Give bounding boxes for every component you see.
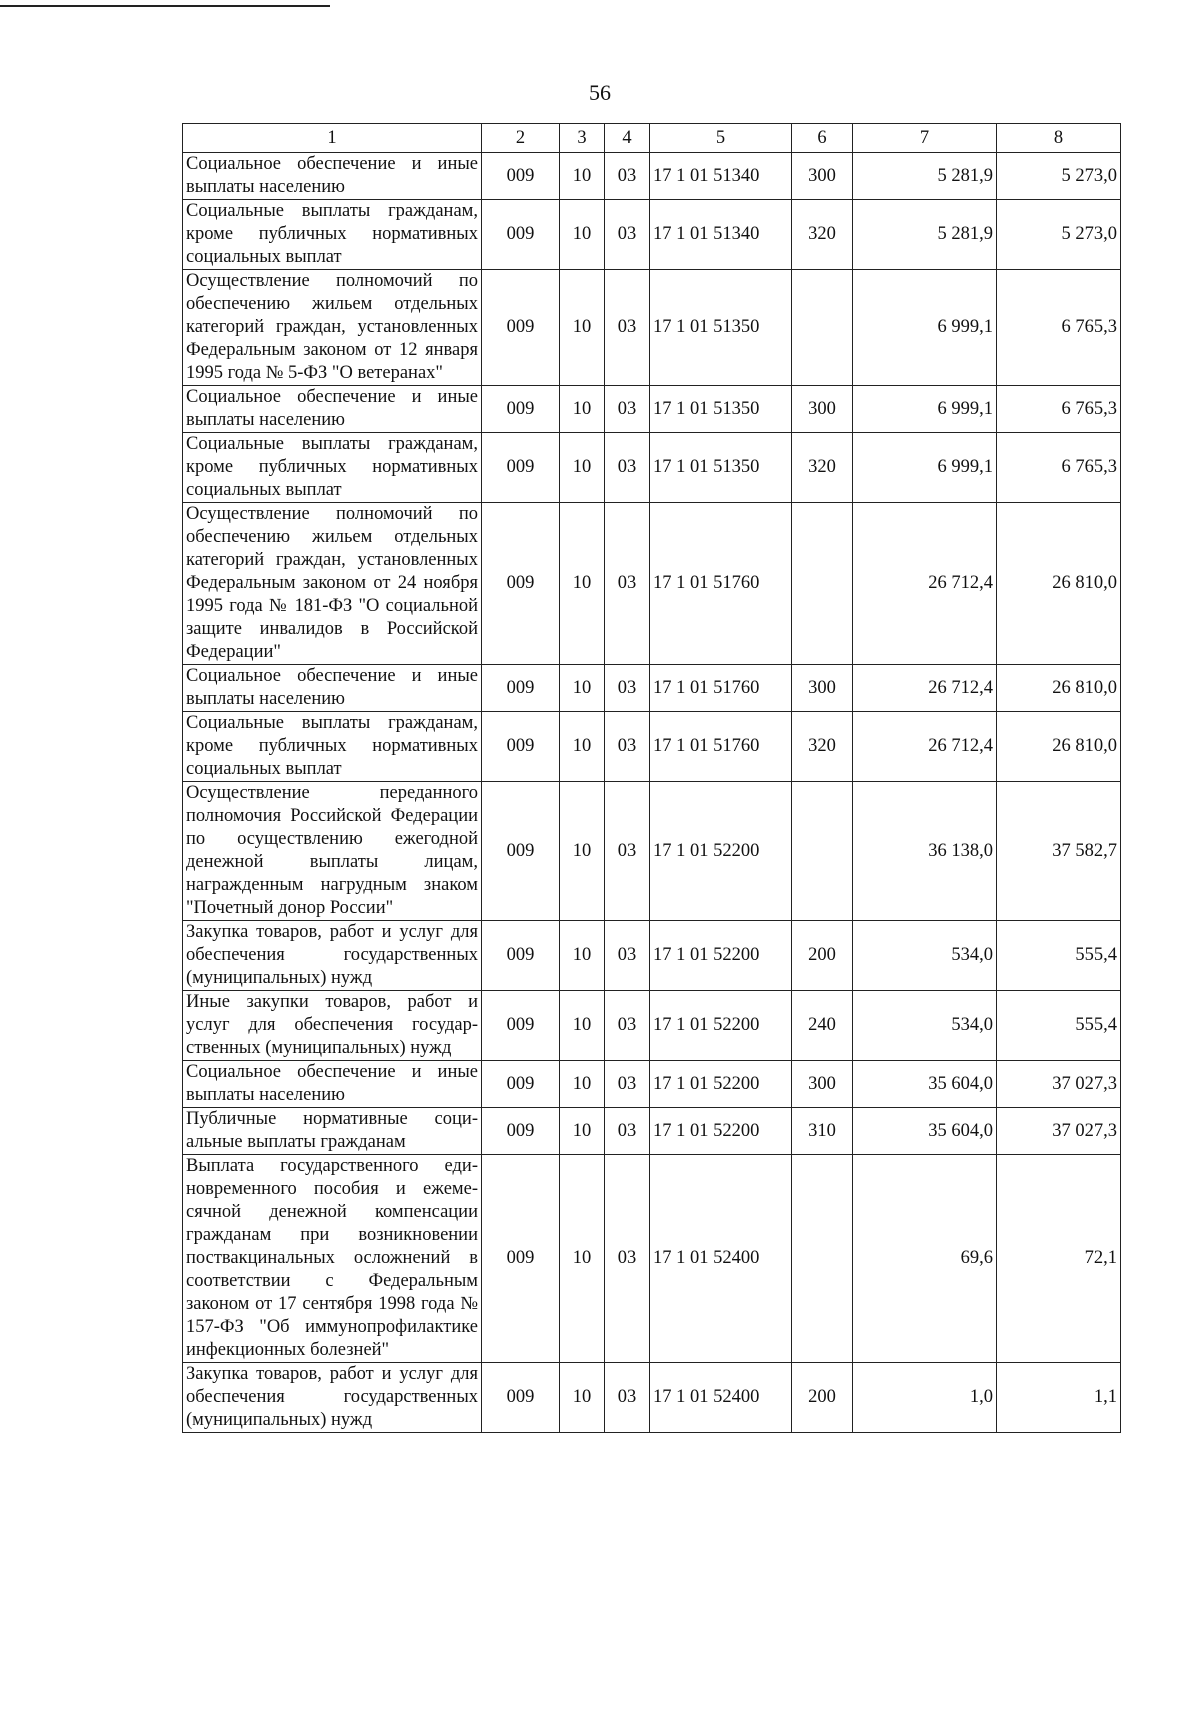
grbs-code: 009 bbox=[482, 1061, 560, 1108]
column-header: 2 bbox=[482, 124, 560, 153]
expense-type-code: 300 bbox=[792, 386, 853, 433]
subsection-code: 03 bbox=[605, 665, 650, 712]
subsection-code: 03 bbox=[605, 386, 650, 433]
amount-year-1: 26 712,4 bbox=[853, 712, 997, 782]
row-name: Социальные выплаты гражданам, кроме публичных нормативных социальных выплат bbox=[183, 200, 482, 270]
target-article-code: 17 1 01 52200 bbox=[650, 921, 792, 991]
table-row bbox=[183, 200, 1121, 270]
amount-year-2: 6 765,3 bbox=[997, 386, 1121, 433]
section-code: 10 bbox=[560, 1061, 605, 1108]
grbs-code: 009 bbox=[482, 200, 560, 270]
row-name: Социальное обеспечение и иные выплаты населению bbox=[183, 1061, 482, 1108]
row-name: Социальные выплаты гражданам, кроме публичных нормативных социальных выплат bbox=[183, 433, 482, 503]
expense-type-code bbox=[792, 1155, 853, 1363]
amount-year-1: 36 138,0 bbox=[853, 782, 997, 921]
subsection-code: 03 bbox=[605, 921, 650, 991]
expense-type-code: 200 bbox=[792, 1363, 853, 1433]
grbs-code: 009 bbox=[482, 433, 560, 503]
section-code: 10 bbox=[560, 782, 605, 921]
amount-year-2: 555,4 bbox=[997, 991, 1121, 1061]
expense-type-code: 310 bbox=[792, 1108, 853, 1155]
section-code: 10 bbox=[560, 991, 605, 1061]
subsection-code: 03 bbox=[605, 782, 650, 921]
amount-year-2: 37 027,3 bbox=[997, 1061, 1121, 1108]
target-article-code: 17 1 01 52200 bbox=[650, 782, 792, 921]
section-code: 10 bbox=[560, 712, 605, 782]
amount-year-2: 26 810,0 bbox=[997, 712, 1121, 782]
section-code: 10 bbox=[560, 386, 605, 433]
expense-type-code: 320 bbox=[792, 200, 853, 270]
amount-year-1: 35 604,0 bbox=[853, 1061, 997, 1108]
page-number: 56 bbox=[589, 80, 611, 105]
grbs-code: 009 bbox=[482, 665, 560, 712]
target-article-code: 17 1 01 51760 bbox=[650, 665, 792, 712]
row-name: Осуществление переданного полномочия Российской Федерации по осуществлению ежегодной денежной выплаты лицам, награжденным нагрудным знаком "Почетный донор России" bbox=[183, 782, 482, 921]
column-header: 1 bbox=[183, 124, 482, 153]
amount-year-1: 26 712,4 bbox=[853, 503, 997, 665]
expense-type-code: 300 bbox=[792, 665, 853, 712]
amount-year-2: 555,4 bbox=[997, 921, 1121, 991]
target-article-code: 17 1 01 51340 bbox=[650, 153, 792, 200]
row-name: Социальное обеспечение и иные выплаты населению bbox=[183, 153, 482, 200]
subsection-code: 03 bbox=[605, 991, 650, 1061]
table-row bbox=[183, 433, 1121, 503]
subsection-code: 03 bbox=[605, 1108, 650, 1155]
amount-year-1: 6 999,1 bbox=[853, 270, 997, 386]
grbs-code: 009 bbox=[482, 991, 560, 1061]
amount-year-2: 26 810,0 bbox=[997, 665, 1121, 712]
amount-year-2: 5 273,0 bbox=[997, 200, 1121, 270]
column-header: 5 bbox=[650, 124, 792, 153]
amount-year-2: 37 027,3 bbox=[997, 1108, 1121, 1155]
target-article-code: 17 1 01 51350 bbox=[650, 270, 792, 386]
grbs-code: 009 bbox=[482, 503, 560, 665]
amount-year-1: 69,6 bbox=[853, 1155, 997, 1363]
row-name: Социальные выплаты гражданам, кроме публичных нормативных социальных выплат bbox=[183, 712, 482, 782]
subsection-code: 03 bbox=[605, 503, 650, 665]
row-name: Социальное обеспечение и иные выплаты населению bbox=[183, 386, 482, 433]
grbs-code: 009 bbox=[482, 1363, 560, 1433]
grbs-code: 009 bbox=[482, 782, 560, 921]
column-header: 4 bbox=[605, 124, 650, 153]
section-code: 10 bbox=[560, 200, 605, 270]
target-article-code: 17 1 01 51760 bbox=[650, 712, 792, 782]
target-article-code: 17 1 01 52200 bbox=[650, 991, 792, 1061]
row-name: Закупка товаров, работ и услуг для обеспечения государственных (муниципальных) нужд bbox=[183, 1363, 482, 1433]
amount-year-2: 5 273,0 bbox=[997, 153, 1121, 200]
table-row bbox=[183, 921, 1121, 991]
target-article-code: 17 1 01 51340 bbox=[650, 200, 792, 270]
amount-year-1: 35 604,0 bbox=[853, 1108, 997, 1155]
section-code: 10 bbox=[560, 270, 605, 386]
amount-year-2: 6 765,3 bbox=[997, 433, 1121, 503]
target-article-code: 17 1 01 51350 bbox=[650, 386, 792, 433]
grbs-code: 009 bbox=[482, 153, 560, 200]
row-name: Осуществление полномочий по обеспечению жильем отдельных категорий граждан, установленных Федеральным законом от 24 ноября 1995 года № 181-ФЗ "О социальной защите инвалидов в Российской Федерации" bbox=[183, 503, 482, 665]
row-name: Закупка товаров, работ и услуг для обеспечения государственных (муниципальных) нужд bbox=[183, 921, 482, 991]
table-row bbox=[183, 503, 1121, 665]
row-name: Осуществление полномочий по обеспечению жильем отдельных категорий граждан, установленных Федеральным законом от 12 января 1995 года № 5-ФЗ "О ветеранах" bbox=[183, 270, 482, 386]
grbs-code: 009 bbox=[482, 270, 560, 386]
budget-table bbox=[182, 123, 1121, 1433]
section-code: 10 bbox=[560, 153, 605, 200]
amount-year-1: 5 281,9 bbox=[853, 153, 997, 200]
section-code: 10 bbox=[560, 433, 605, 503]
expense-type-code bbox=[792, 782, 853, 921]
target-article-code: 17 1 01 51350 bbox=[650, 433, 792, 503]
amount-year-2: 72,1 bbox=[997, 1155, 1121, 1363]
table-row bbox=[183, 782, 1121, 921]
amount-year-1: 5 281,9 bbox=[853, 200, 997, 270]
column-header: 8 bbox=[997, 124, 1121, 153]
section-code: 10 bbox=[560, 1363, 605, 1433]
header-row bbox=[183, 124, 1121, 153]
amount-year-1: 1,0 bbox=[853, 1363, 997, 1433]
target-article-code: 17 1 01 52400 bbox=[650, 1363, 792, 1433]
grbs-code: 009 bbox=[482, 1155, 560, 1363]
grbs-code: 009 bbox=[482, 712, 560, 782]
expense-type-code: 300 bbox=[792, 1061, 853, 1108]
table-row bbox=[183, 712, 1121, 782]
subsection-code: 03 bbox=[605, 153, 650, 200]
subsection-code: 03 bbox=[605, 270, 650, 386]
subsection-code: 03 bbox=[605, 712, 650, 782]
target-article-code: 17 1 01 52200 bbox=[650, 1061, 792, 1108]
amount-year-1: 534,0 bbox=[853, 921, 997, 991]
table-row bbox=[183, 153, 1121, 200]
expense-type-code: 300 bbox=[792, 153, 853, 200]
expense-type-code: 200 bbox=[792, 921, 853, 991]
table-row bbox=[183, 991, 1121, 1061]
section-code: 10 bbox=[560, 921, 605, 991]
expense-type-code bbox=[792, 503, 853, 665]
amount-year-2: 26 810,0 bbox=[997, 503, 1121, 665]
amount-year-1: 26 712,4 bbox=[853, 665, 997, 712]
subsection-code: 03 bbox=[605, 433, 650, 503]
row-name: Публичные нормативные социальные выплаты гражданам bbox=[183, 1108, 482, 1155]
expense-type-code: 320 bbox=[792, 433, 853, 503]
section-code: 10 bbox=[560, 665, 605, 712]
table-row bbox=[183, 1363, 1121, 1433]
table-row bbox=[183, 1155, 1121, 1363]
table-row bbox=[183, 1108, 1121, 1155]
subsection-code: 03 bbox=[605, 1061, 650, 1108]
amount-year-1: 6 999,1 bbox=[853, 433, 997, 503]
table-row bbox=[183, 270, 1121, 386]
column-header: 6 bbox=[792, 124, 853, 153]
section-code: 10 bbox=[560, 1155, 605, 1363]
amount-year-2: 6 765,3 bbox=[997, 270, 1121, 386]
table-row bbox=[183, 1061, 1121, 1108]
subsection-code: 03 bbox=[605, 1363, 650, 1433]
table-row bbox=[183, 665, 1121, 712]
row-name: Выплата государственного единовременного пособия и ежемесячной денежной компенсации гражданам при возникновении поствакцинальных осложнений в соответствии с Федеральным законом от 17 сентября 1998 года № 157-ФЗ "Об иммунопрофилактике инфекционных болезней" bbox=[183, 1155, 482, 1363]
grbs-code: 009 bbox=[482, 921, 560, 991]
scan-border-line bbox=[0, 5, 330, 7]
subsection-code: 03 bbox=[605, 200, 650, 270]
expense-type-code bbox=[792, 270, 853, 386]
grbs-code: 009 bbox=[482, 1108, 560, 1155]
grbs-code: 009 bbox=[482, 386, 560, 433]
table-row bbox=[183, 386, 1121, 433]
table-body bbox=[183, 153, 1121, 1433]
target-article-code: 17 1 01 51760 bbox=[650, 503, 792, 665]
section-code: 10 bbox=[560, 503, 605, 665]
amount-year-1: 534,0 bbox=[853, 991, 997, 1061]
target-article-code: 17 1 01 52400 bbox=[650, 1155, 792, 1363]
expense-type-code: 320 bbox=[792, 712, 853, 782]
section-code: 10 bbox=[560, 1108, 605, 1155]
row-name: Социальное обеспечение и иные выплаты населению bbox=[183, 665, 482, 712]
expense-type-code: 240 bbox=[792, 991, 853, 1061]
row-name: Иные закупки товаров, работ и услуг для обеспечения государственных (муниципальных) нужд bbox=[183, 991, 482, 1061]
amount-year-2: 1,1 bbox=[997, 1363, 1121, 1433]
column-header: 3 bbox=[560, 124, 605, 153]
amount-year-2: 37 582,7 bbox=[997, 782, 1121, 921]
amount-year-1: 6 999,1 bbox=[853, 386, 997, 433]
column-header: 7 bbox=[853, 124, 997, 153]
target-article-code: 17 1 01 52200 bbox=[650, 1108, 792, 1155]
subsection-code: 03 bbox=[605, 1155, 650, 1363]
